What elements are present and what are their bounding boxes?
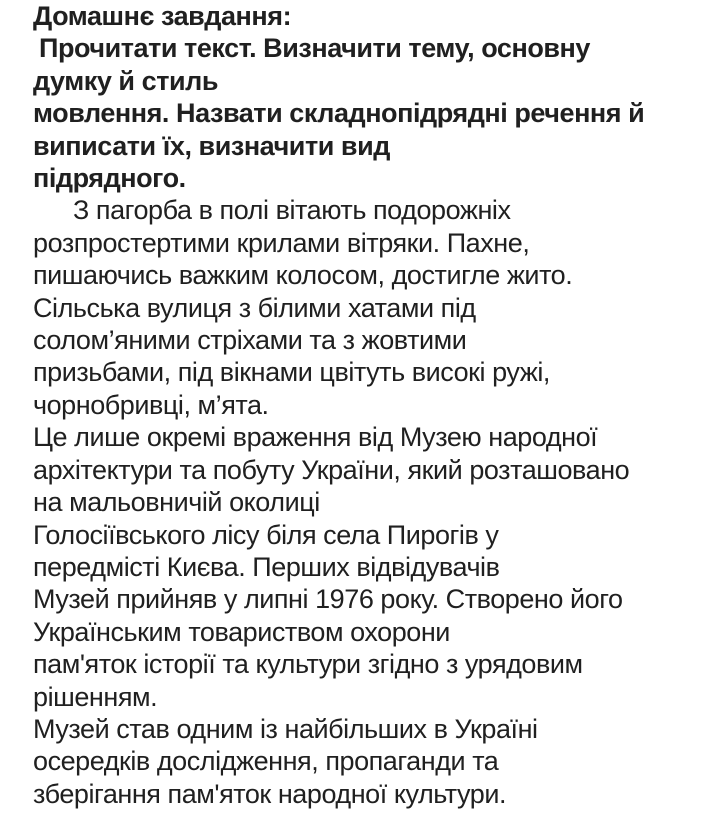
text-line: пам'яток історії та культури згідно з урядовим (33, 649, 583, 680)
text-line: Українським товариством охорони (33, 616, 450, 647)
text-line: розпростертими крилами вітряки. Пахне, (33, 227, 530, 258)
task-line: підрядного. (33, 163, 186, 194)
text-line: призьбами, під вікнами цвітуть високі ружі, (33, 357, 550, 388)
document-text (33, 0, 713, 810)
task-line: думку й стиль (33, 65, 218, 96)
text-line: архітектури та побуту України, який розташовано (33, 454, 630, 485)
text-line: Музей прийняв у липні 1976 року. Створено його (33, 584, 623, 615)
text-line: пишаючись важким колосом, достигле жито. (33, 260, 573, 291)
text-line: зберігання пам'яток народної культури. (33, 778, 507, 809)
text-line: Музей став одним із найбільших в Україні (33, 713, 538, 744)
task-line: виписати їх, визначити вид (33, 130, 390, 161)
text-line: осередків дослідження, пропаганди та (33, 746, 499, 777)
text-line: Голосіївського лісу біля села Пирогів у (33, 519, 499, 550)
text-line: на мальовничій околиці (33, 487, 320, 518)
task-line: Прочитати текст. Визначити тему, основну (39, 33, 590, 64)
text-line: рішенням. (33, 681, 158, 712)
text-line: З пагорба в полі вітають подорожніх (73, 195, 511, 226)
text-line: солом’яними стріхами та з жовтими (33, 325, 467, 356)
text-line: передмісті Києва. Перших відвідувачів (33, 551, 500, 582)
text-line: чорнобривці, м’ята. (33, 389, 269, 420)
text-line: Сільська вулиця з білими хатами під (33, 292, 476, 323)
task-line: мовлення. Назвати складнопідрядні речення й (33, 98, 645, 129)
homework-heading: Домашнє завдання: (33, 1, 292, 31)
text-line: Це лише окремі враження від Музею народної (33, 422, 598, 453)
